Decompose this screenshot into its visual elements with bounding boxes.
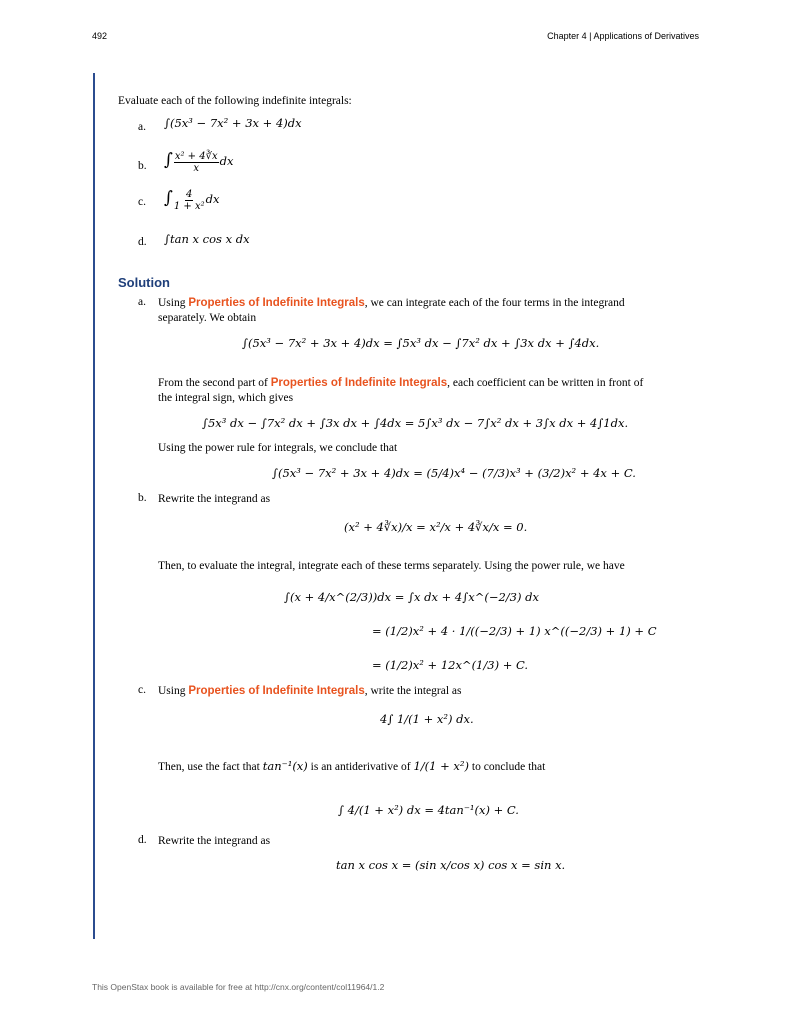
fraction xyxy=(174,189,205,212)
part-b-eq2-line3: = (1/2)x² + 12x^(1/3) + C. xyxy=(372,658,529,672)
text-segment: to conclude that xyxy=(469,761,546,773)
part-a-eq2: ∫5x³ dx − ∫7x² dx + ∫3x dx + ∫4dx = 5∫x³ dx − 7∫x² dx + 3∫x dx + 4∫1dx. xyxy=(202,416,629,430)
part-a-eq1: ∫(5x³ − 7x² + 3x + 4)dx = ∫5x³ dx − ∫7x² dx + ∫3x dx + ∫4dx. xyxy=(242,336,600,350)
part-a-text3: Using the power rule for integrals, we conclude that xyxy=(158,442,398,454)
differential: dx xyxy=(219,154,234,168)
solution-heading: Solution xyxy=(118,275,170,290)
part-b-eq2-line2: = (1/2)x² + 4 · 1/((−2/3) + 1) x^((−2/3) + 1) + C xyxy=(372,624,657,638)
part-c-eq2: ∫ 4/(1 + x²) dx = 4tan⁻¹(x) + C. xyxy=(338,803,519,817)
text-segment: From the second part of xyxy=(158,377,271,389)
problem-expr-c xyxy=(164,188,219,212)
part-label-a: a. xyxy=(138,296,146,308)
arctan-expr: tan⁻¹(x) xyxy=(262,759,308,773)
problem-label-c: c. xyxy=(138,196,146,208)
part-d-eq1: tan x cos x = (sin x/cos x) cos x = sin x. xyxy=(336,858,566,872)
integral-sign: ∫ xyxy=(164,188,173,208)
part-a-text2-line2: the integral sign, which gives xyxy=(158,392,294,404)
part-a-text1-line2: separately. We obtain xyxy=(158,312,257,324)
part-c-eq1: 4∫ 1/(1 + x²) dx. xyxy=(380,712,474,726)
problem-expr-a: ∫(5x³ − 7x² + 3x + 4)dx xyxy=(164,116,302,130)
part-b-eq1: (x² + 4∛x)/x = x²/x + 4∛x/x = 0. xyxy=(344,520,528,534)
text-segment: , each coefficient can be written in front of xyxy=(447,377,644,389)
footer-notice: This OpenStax book is available for free at http://cnx.org/content/col11964/1.2 xyxy=(92,982,385,992)
integral-sign: ∫ xyxy=(164,150,173,170)
differential: dx xyxy=(205,192,220,206)
intro-text: Evaluate each of the following indefinite integrals: xyxy=(118,95,352,107)
text-segment: , we can integrate each of the four terms in the integrand xyxy=(364,297,625,309)
numerator: x² + 4∛x xyxy=(174,150,218,162)
part-d-text1: Rewrite the integrand as xyxy=(158,835,271,847)
problem-expr-d: ∫tan x cos x dx xyxy=(164,232,250,246)
properties-link[interactable]: Properties of Indefinite Integrals xyxy=(188,297,365,309)
part-b-text1: Rewrite the integrand as xyxy=(158,493,271,505)
part-label-d: d. xyxy=(138,834,147,846)
part-label-c: c. xyxy=(138,684,146,696)
text-segment: , write the integral as xyxy=(364,685,462,697)
numerator: 4 xyxy=(186,188,193,200)
problem-label-d: d. xyxy=(138,236,147,248)
denominator: 1 + x² xyxy=(173,200,205,212)
problem-label-b: b. xyxy=(138,160,147,172)
part-c-text2 xyxy=(158,759,673,774)
text-segment: is an antiderivative of xyxy=(307,761,414,773)
page-number: 492 xyxy=(92,31,108,41)
text-segment: Using xyxy=(158,685,189,697)
example-sidebar-bar xyxy=(93,73,95,939)
problem-expr-b xyxy=(164,150,233,174)
part-b-text2: Then, to evaluate the integral, integrate each of these terms separately. Using the power rule, we have xyxy=(158,560,625,572)
part-a-text1 xyxy=(158,296,673,310)
part-b-eq2-line1: ∫(x + 4/x^(2/3))dx = ∫x dx + 4∫x^(−2/3) dx xyxy=(284,590,539,604)
antiderivative-frac: 1/(1 + x²) xyxy=(413,759,470,773)
part-label-b: b. xyxy=(138,492,147,504)
part-a-text2 xyxy=(158,376,673,390)
fraction xyxy=(174,151,219,174)
problem-label-a: a. xyxy=(138,121,146,133)
chapter-title: Chapter 4 | Applications of Derivatives xyxy=(547,31,699,41)
properties-link[interactable]: Properties of Indefinite Integrals xyxy=(270,377,448,389)
text-segment: Using xyxy=(158,297,189,309)
text-segment: Then, use the fact that xyxy=(158,761,263,773)
part-c-text1 xyxy=(158,684,462,698)
part-a-eq3: ∫(5x³ − 7x² + 3x + 4)dx = (5/4)x⁴ − (7/3)x³ + (3/2)x² + 4x + C. xyxy=(272,466,636,480)
denominator: x xyxy=(193,162,200,174)
properties-link[interactable]: Properties of Indefinite Integrals xyxy=(188,685,365,697)
